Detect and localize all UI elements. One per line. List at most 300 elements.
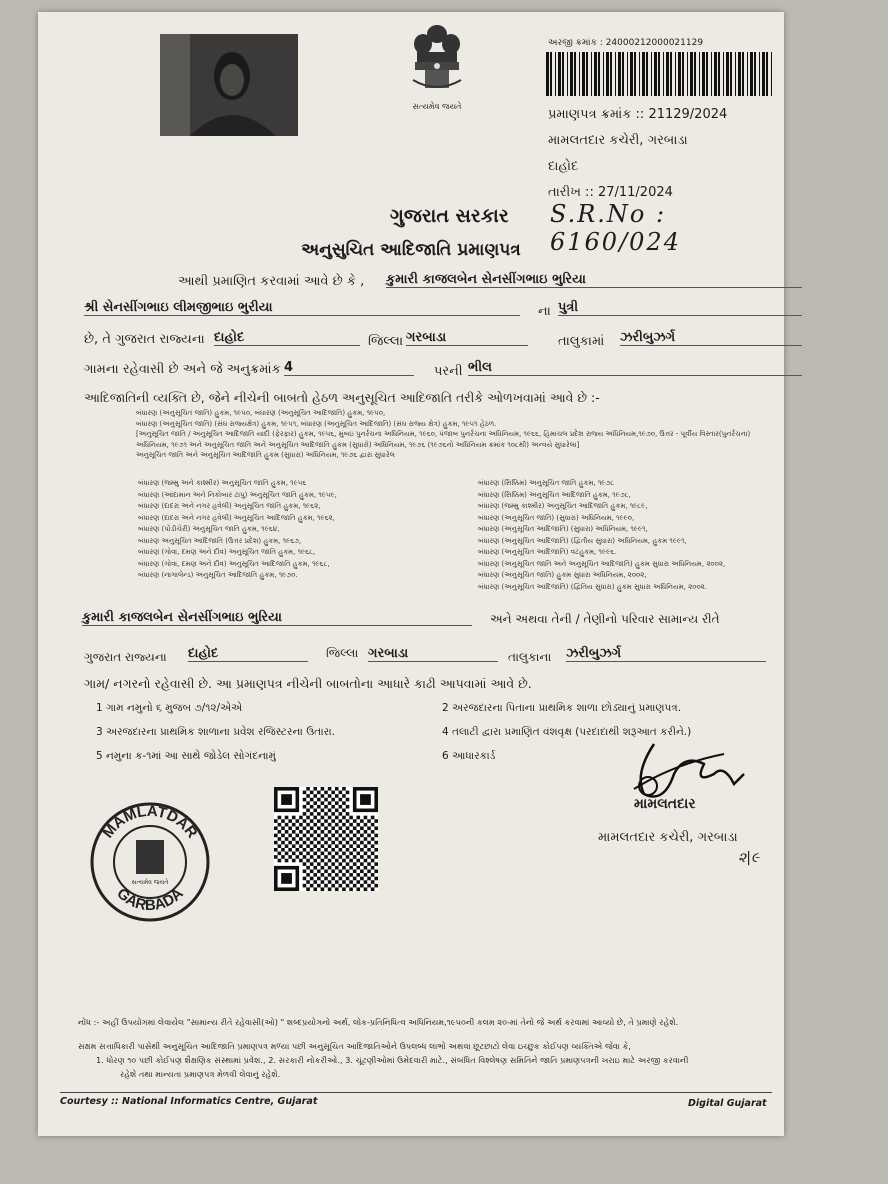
qr-module xyxy=(285,852,289,856)
qr-module xyxy=(313,801,317,805)
barcode-bar xyxy=(711,52,712,96)
order-line: બંધારણ (જમ્મુ કાશ્મીર) અનુસૂચિત આદિજાતિ હુકમ, ૧૯૮૯, xyxy=(478,502,648,510)
qr-module xyxy=(317,791,321,795)
signature xyxy=(614,734,754,804)
barcode-bar xyxy=(567,52,568,96)
qr-module xyxy=(313,823,317,827)
barcode-bar xyxy=(754,52,756,96)
qr-module xyxy=(364,844,368,848)
qr-module xyxy=(292,859,296,863)
qr-module xyxy=(374,834,378,838)
qr-module xyxy=(303,841,307,845)
barcode-bar xyxy=(622,52,624,96)
qr-module xyxy=(285,823,289,827)
qr-module xyxy=(367,869,371,873)
qr-module xyxy=(371,866,375,870)
document-1: 1 ગામ નમુનો ૬ મુજબ ૭/૧૨/એએ xyxy=(96,702,243,714)
qr-module xyxy=(331,848,335,852)
seal-bottom-text: GARBADA xyxy=(113,884,187,915)
qr-module xyxy=(335,837,339,841)
taluka-label-2: તાલુકાના xyxy=(508,650,552,664)
qr-module xyxy=(313,880,317,884)
qr-module xyxy=(339,834,343,838)
qr-module xyxy=(371,852,375,856)
order-line: બંધારણ અનુસૂચિત આદિજાતિ (ઉત્તર પ્રદેશ) હુકમ, ૧૯૬૭, xyxy=(138,536,302,545)
qr-module xyxy=(346,869,350,873)
qr-module xyxy=(292,844,296,848)
qr-module xyxy=(303,884,307,888)
qr-module xyxy=(335,823,339,827)
qr-module xyxy=(299,816,303,820)
qr-module xyxy=(324,812,328,816)
qr-module xyxy=(317,805,321,809)
barcode-bar xyxy=(550,52,552,96)
document-2: 2 અરજદારના પિતાના પ્રાથમિક શાળા છોડ્યાનું પ્રમાણપત્ર. xyxy=(442,702,682,714)
barcode-bar xyxy=(750,52,753,96)
qr-module xyxy=(349,844,353,848)
order-line: બંધારણ (અનુસૂચિત આદિજાતિ) વટહુકમ, ૧૯૯૬. xyxy=(478,548,617,556)
qr-module xyxy=(306,844,310,848)
barcode-bar xyxy=(702,52,705,96)
qr-module xyxy=(342,880,346,884)
qr-module xyxy=(303,862,307,866)
barcode-bar xyxy=(738,52,741,96)
qr-module xyxy=(367,826,371,830)
qr-module xyxy=(328,823,332,827)
state-text-2: ગુજરાત રાજ્યના xyxy=(84,650,167,664)
qr-module xyxy=(353,855,357,859)
qr-code xyxy=(274,787,378,891)
qr-module xyxy=(349,866,353,870)
qr-module xyxy=(353,884,357,888)
qr-module xyxy=(278,837,282,841)
qr-module xyxy=(288,834,292,838)
qr-module xyxy=(306,880,310,884)
qr-module xyxy=(364,873,368,877)
qr-module xyxy=(321,866,325,870)
qr-module xyxy=(360,869,364,873)
qr-module xyxy=(371,830,375,834)
barcode-bar xyxy=(771,52,772,96)
signatory-office: મામલતદાર કચેરી, ગરબાડા xyxy=(598,830,738,845)
qr-module xyxy=(349,859,353,863)
qr-module xyxy=(335,866,339,870)
qr-module xyxy=(374,855,378,859)
tribe-name: ભીલ xyxy=(468,360,802,376)
qr-module xyxy=(321,852,325,856)
qr-module xyxy=(296,841,300,845)
qr-module xyxy=(331,819,335,823)
qr-module xyxy=(310,812,314,816)
qr-module xyxy=(321,801,325,805)
barcode-bar xyxy=(670,52,672,96)
barcode-bar xyxy=(687,52,688,96)
barcode-bar xyxy=(675,52,676,96)
qr-module xyxy=(292,816,296,820)
qr-module xyxy=(303,826,307,830)
qr-module xyxy=(335,830,339,834)
qr-module xyxy=(349,873,353,877)
qr-module xyxy=(303,855,307,859)
qr-module xyxy=(310,805,314,809)
barcode-bar xyxy=(594,52,597,96)
qr-module xyxy=(349,837,353,841)
qr-module xyxy=(339,819,343,823)
qr-module xyxy=(310,819,314,823)
qr-module xyxy=(306,823,310,827)
qr-module xyxy=(310,869,314,873)
note-verification: 1. ધોરણ ૧૦ પછી કોઈપણ શૈક્ષણિક સંસ્થામાં પ્રવેશ., 2. સરકારી નોકરીઓ., 3. ચૂંટણીઓમાં ઉમેદવારી માટે., સંબંધિત વિશ્લેષણ સમિતિને જાતિ પ્રમાણપત્રની ખરાઇ માટે અરજી કરવાની xyxy=(96,1055,689,1065)
qr-module xyxy=(349,887,353,891)
certificate-title: અનુસુચિત આદિજાતિ પ્રમાણપત્ર xyxy=(301,240,521,260)
qr-module xyxy=(360,834,364,838)
qr-module xyxy=(346,884,350,888)
qr-module xyxy=(281,819,285,823)
orders-right-column xyxy=(478,478,778,593)
barcode-bar xyxy=(591,52,592,96)
document-6: 6 આધારકાર્ડ xyxy=(442,750,496,762)
qr-module xyxy=(306,794,310,798)
qr-module xyxy=(331,862,335,866)
qr-module xyxy=(328,873,332,877)
certificate-number: પ્રમાણપત્ર ક્રમાંક :: 21129/2024 xyxy=(548,107,728,122)
digital-gujarat: Digital Gujarat xyxy=(688,1098,767,1109)
qr-module xyxy=(292,830,296,834)
qr-module xyxy=(374,826,378,830)
qr-module xyxy=(274,834,278,838)
qr-module xyxy=(360,884,364,888)
qr-module xyxy=(328,859,332,863)
qr-module xyxy=(321,787,325,791)
barcode-bar xyxy=(723,52,724,96)
qr-module xyxy=(324,791,328,795)
qr-module xyxy=(331,869,335,873)
qr-module xyxy=(328,844,332,848)
qr-module xyxy=(346,791,350,795)
qr-module xyxy=(313,873,317,877)
qr-module xyxy=(331,812,335,816)
qr-module xyxy=(356,887,360,891)
qr-finder xyxy=(281,794,292,805)
qr-module xyxy=(335,880,339,884)
qr-module xyxy=(313,852,317,856)
qr-module xyxy=(292,823,296,827)
qr-module xyxy=(349,816,353,820)
qr-module xyxy=(321,823,325,827)
qr-module xyxy=(349,852,353,856)
qr-module xyxy=(328,809,332,813)
qr-module xyxy=(353,826,357,830)
barcode-bar xyxy=(735,52,736,96)
qr-module xyxy=(310,877,314,881)
handwritten-reference: S.R.No : 6160/024 xyxy=(550,200,681,256)
qr-module xyxy=(328,887,332,891)
qr-module xyxy=(360,826,364,830)
qr-module xyxy=(339,855,343,859)
order-line: અનુસૂચિત જાતિ અને અનુસૂચિત આદિજાતિ હુકમ (સુધારા) અધિનિયમ, ૧૯૭૬ દ્વારા સુધારેલ xyxy=(136,451,395,459)
qr-module xyxy=(360,855,364,859)
qr-module xyxy=(288,841,292,845)
qr-module xyxy=(317,862,321,866)
qr-module xyxy=(367,841,371,845)
qr-module xyxy=(335,787,339,791)
qr-module xyxy=(285,830,289,834)
qr-module xyxy=(306,887,310,891)
qr-module xyxy=(342,866,346,870)
qr-module xyxy=(292,852,296,856)
qr-module xyxy=(346,798,350,802)
applicant-name: કુમારી કાજલબેન સેનસીંગભાઇ ભુરિયા xyxy=(386,272,802,288)
qr-module xyxy=(306,852,310,856)
qr-module xyxy=(310,855,314,859)
courtesy-credit: Courtesy :: National Informatics Centre, Gujarat xyxy=(60,1096,318,1107)
qr-module xyxy=(335,887,339,891)
qr-module xyxy=(306,859,310,863)
qr-module xyxy=(360,877,364,881)
order-line: બંધારણ (ગોવા, દમણ અને દીવ) અનુસૂચિત જાતિ હુકમ, ૧૯૬૮, xyxy=(138,548,316,556)
barcode-bar xyxy=(606,52,609,96)
barcode-bar xyxy=(630,52,633,96)
qr-module xyxy=(324,841,328,845)
qr-module xyxy=(371,880,375,884)
qr-module xyxy=(303,805,307,809)
qr-module xyxy=(313,837,317,841)
qr-module xyxy=(328,801,332,805)
qr-module xyxy=(310,791,314,795)
qr-module xyxy=(321,844,325,848)
qr-module xyxy=(313,866,317,870)
qr-module xyxy=(324,819,328,823)
order-line: બંધારણ (જમ્મુ અને કાશ્મીર) અનુસૂચિત જાતિ હુકમ, ૧૯૫૬ xyxy=(138,479,307,487)
order-line: બંધારણ (ગોવા, દમણ અને દીવ) અનુસૂચિત આદિજાતિ હુકમ, ૧૯૬૮, xyxy=(138,559,330,568)
qr-module xyxy=(346,841,350,845)
qr-module xyxy=(281,855,285,859)
qr-module xyxy=(281,834,285,838)
qr-module xyxy=(281,848,285,852)
qr-module xyxy=(313,887,317,891)
barcode-bar xyxy=(706,52,708,96)
barcode-bar xyxy=(718,52,720,96)
qr-module xyxy=(367,877,371,881)
qr-module xyxy=(349,880,353,884)
barcode-bar xyxy=(690,52,693,96)
qr-module xyxy=(371,887,375,891)
signatory-title: મામલતદાર xyxy=(634,796,696,812)
state-text: છે, તે ગુજરાત રાજ્યના xyxy=(84,332,205,347)
barcode-bar xyxy=(682,52,684,96)
barcode-bar xyxy=(663,52,664,96)
qr-module xyxy=(339,805,343,809)
barcode-bar xyxy=(579,52,580,96)
qr-module xyxy=(346,826,350,830)
qr-module xyxy=(313,816,317,820)
qr-module xyxy=(317,877,321,881)
qr-module xyxy=(321,837,325,841)
qr-module xyxy=(296,834,300,838)
qr-module xyxy=(364,830,368,834)
qr-module xyxy=(364,823,368,827)
qr-module xyxy=(335,852,339,856)
barcode-bar xyxy=(730,52,732,96)
qr-module xyxy=(310,834,314,838)
barcode-bar xyxy=(654,52,657,96)
qr-module xyxy=(313,809,317,813)
qr-module xyxy=(324,826,328,830)
qr-module xyxy=(374,862,378,866)
qr-module xyxy=(360,819,364,823)
qr-module xyxy=(324,862,328,866)
qr-module xyxy=(303,877,307,881)
qr-module xyxy=(339,798,343,802)
qr-module xyxy=(278,816,282,820)
qr-module xyxy=(367,855,371,859)
qr-module xyxy=(313,787,317,791)
qr-module xyxy=(331,826,335,830)
qr-module xyxy=(303,848,307,852)
qr-module xyxy=(353,862,357,866)
qr-module xyxy=(360,841,364,845)
qr-module xyxy=(274,841,278,845)
barcode-bar xyxy=(651,52,652,96)
qr-module xyxy=(367,848,371,852)
qr-module xyxy=(339,826,343,830)
basis-text: ગામ/ નગરનો રહેવાસી છે. આ પ્રમાણપત્ર નીચેની બાબતોના આધારે કાઢી આપવામાં આવે છે. xyxy=(84,676,532,691)
qr-module xyxy=(317,855,321,859)
barcode-bar xyxy=(694,52,696,96)
qr-module xyxy=(339,791,343,795)
district-value-2: દાહોદ xyxy=(188,646,308,662)
qr-module xyxy=(371,816,375,820)
district-value: દાહોદ xyxy=(214,330,360,346)
document-5: 5 નમુના ક-૧માં આ સાથે જોડેલ સોગંદનામું xyxy=(96,750,276,762)
qr-module xyxy=(335,801,339,805)
barcode-bar xyxy=(555,52,556,96)
qr-module xyxy=(356,880,360,884)
certificate-sheet xyxy=(38,12,784,1136)
qr-module xyxy=(296,848,300,852)
qr-module xyxy=(342,887,346,891)
qr-module xyxy=(346,819,350,823)
barcode-bar xyxy=(634,52,636,96)
qr-module xyxy=(274,855,278,859)
order-line: બંધારણ (અનુસૂચિત જાતિ) હુકમ, ૧૯૫૦, બંધારણ (અનુસૂચિત આદિજાતિ) હુકમ, ૧૯૫૦, xyxy=(136,409,386,417)
family-text: અને અથવા તેની / તેણીનો પરિવાર સામાન્ય રીતે xyxy=(490,612,720,626)
qr-module xyxy=(328,787,332,791)
qr-module xyxy=(339,884,343,888)
barcode-bar xyxy=(639,52,640,96)
qr-module xyxy=(306,816,310,820)
qr-module xyxy=(306,873,310,877)
qr-module xyxy=(306,787,310,791)
qr-module xyxy=(353,819,357,823)
qr-module xyxy=(306,837,310,841)
qr-module xyxy=(299,844,303,848)
qr-module xyxy=(346,848,350,852)
qr-module xyxy=(317,826,321,830)
barcode-bar xyxy=(747,52,748,96)
qr-module xyxy=(364,887,368,891)
qr-module xyxy=(303,798,307,802)
qr-module xyxy=(324,869,328,873)
qr-module xyxy=(339,841,343,845)
order-line: બંધારણ (દાદરા અને નગર હવેલી) અનુસૂચિત જાતિ હુકમ, ૧૯૬૨, xyxy=(138,502,321,510)
village-value: ઝરીબુઝર્ગ xyxy=(620,330,802,346)
order-line: બંધારણ (અનુસૂચિત જાતિ) (સંઘ રાજ્યક્ષેત્ર) હુકમ, ૧૯૫૧, બંધારણ (અનુસૂચિત આદિજાતિ) (સંઘ રાજ્ય ક્ષેત્ર) હુકમ, ૧૯૫૧ હેઠળ. xyxy=(136,419,497,428)
barcode xyxy=(546,52,776,96)
qr-module xyxy=(306,830,310,834)
qr-module xyxy=(278,859,282,863)
seal-motto: સત્યમેવ જયતે xyxy=(131,879,169,886)
qr-module xyxy=(306,809,310,813)
qr-module xyxy=(356,859,360,863)
barcode-bar xyxy=(642,52,645,96)
qr-module xyxy=(367,862,371,866)
order-line: બંધારણ (પોંડીચેરી) અનુસૂચિત જાતિ હુકમ, ૧૯૬૪, xyxy=(138,525,280,533)
applicant-photo xyxy=(160,34,298,136)
qr-module xyxy=(331,834,335,838)
qr-module xyxy=(328,830,332,834)
note-benefits: સક્ષમ સત્તાધિકારી પાસેથી અનુસૂચિત આદિજાતિ પ્રમાણપત્ર મળ્યા પછી અનુસૂચિત આદિજાતિઓને ઉપલબ્ધ લાભો અથવા છૂટછાટો લેવા ઇચ્છુક કોઈપણ વ્યક્તિએ જેવા કે, xyxy=(78,1041,631,1051)
barcode-bar xyxy=(627,52,628,96)
qr-module xyxy=(342,844,346,848)
footer-divider xyxy=(60,1092,772,1093)
qr-module xyxy=(342,830,346,834)
qr-module xyxy=(306,801,310,805)
qr-module xyxy=(342,852,346,856)
qr-module xyxy=(278,823,282,827)
qr-module xyxy=(342,837,346,841)
qr-module xyxy=(328,816,332,820)
qr-module xyxy=(356,830,360,834)
father-name: શ્રી સેનસીંગભાઇ લીમજીભાઇ ભુરીયા xyxy=(84,300,520,316)
qr-module xyxy=(364,859,368,863)
qr-module xyxy=(374,884,378,888)
qr-module xyxy=(367,884,371,888)
qr-module xyxy=(331,841,335,845)
qr-module xyxy=(321,880,325,884)
qr-module xyxy=(374,819,378,823)
qr-module xyxy=(346,812,350,816)
barcode-bar xyxy=(618,52,621,96)
barcode-bar xyxy=(699,52,700,96)
mamlatdar-seal xyxy=(88,800,212,924)
qr-module xyxy=(296,855,300,859)
barcode-bar xyxy=(646,52,648,96)
qr-module xyxy=(278,830,282,834)
orders-left-column xyxy=(138,478,478,582)
qr-module xyxy=(364,837,368,841)
barcode-bar xyxy=(603,52,604,96)
qr-module xyxy=(299,830,303,834)
qr-module xyxy=(321,887,325,891)
taluka-value: ગરબાડા xyxy=(406,330,528,346)
seal-top-text: MAMLATDAR xyxy=(99,802,201,842)
qr-module xyxy=(317,869,321,873)
qr-module xyxy=(285,859,289,863)
barcode-bar xyxy=(678,52,681,96)
qr-module xyxy=(274,848,278,852)
qr-module xyxy=(335,844,339,848)
barcode-bar xyxy=(582,52,585,96)
qr-module xyxy=(371,844,375,848)
jilla-label-2: જિલ્લા xyxy=(326,646,359,660)
order-line: બંધારણ (દાદરા અને નગર હવેલી) અનુસૂચિત આદિજાતિ હુકમ, ૧૯૬૨, xyxy=(138,513,335,522)
qr-module xyxy=(274,826,278,830)
orders-top-block xyxy=(136,408,776,461)
qr-module xyxy=(299,837,303,841)
qr-module xyxy=(331,791,335,795)
order-line: બંધારણ (અનુસૂચિત આદિજાતિ) (દ્વિતિય સુધારા) હુકમ સુધારા અધિનિયમ, ૨૦૦૨. xyxy=(478,582,708,591)
